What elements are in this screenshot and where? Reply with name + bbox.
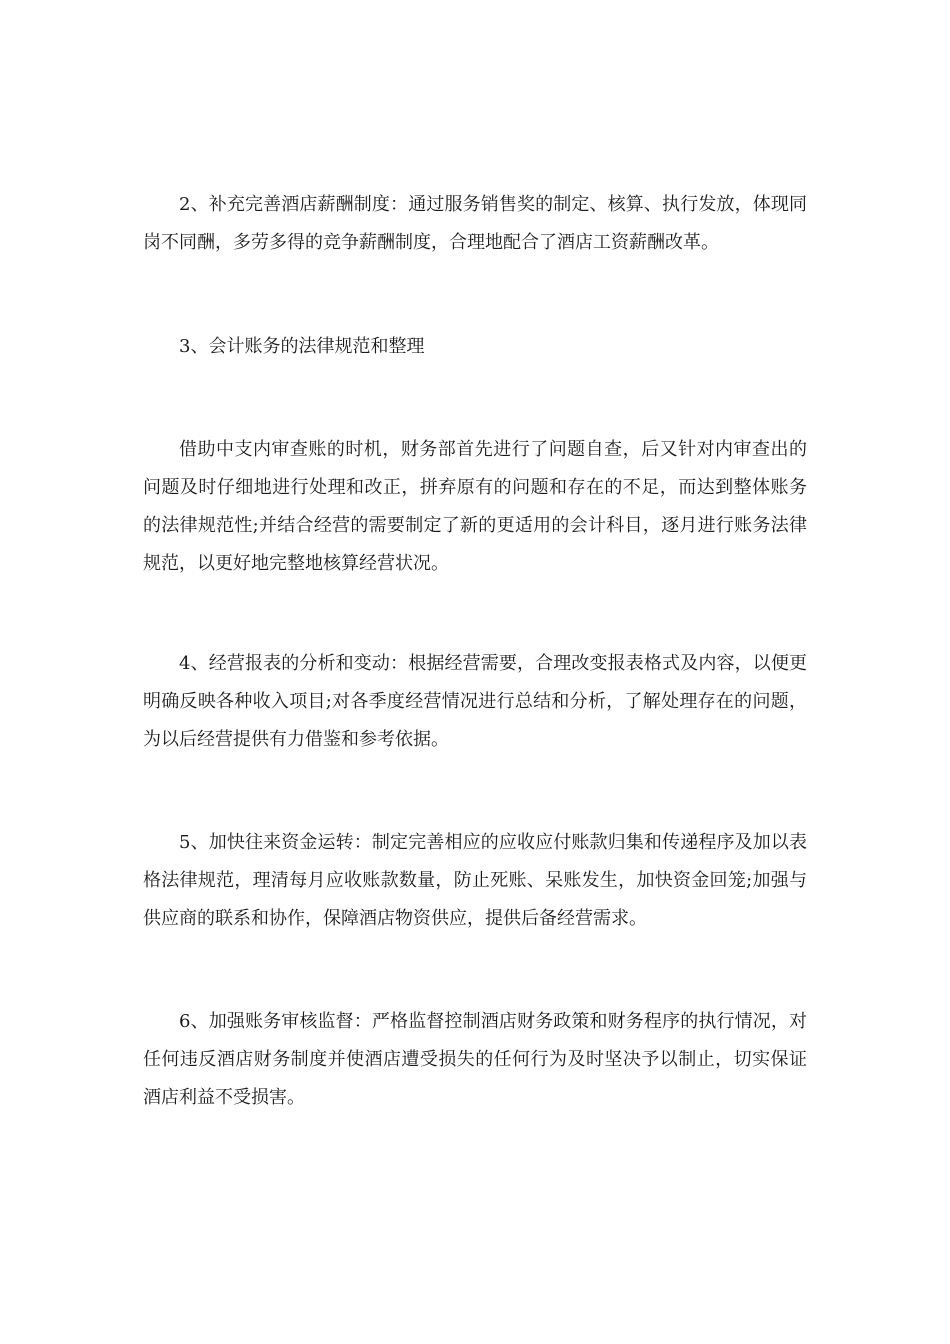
paragraph-report-analysis: 4、经营报表的分析和变动：根据经营需要，合理改变报表格式及内容，以便更明确反映各种收入项目;对各季度经营情况进行总结和分析，了解处理存在的问题，为以后经营提供有力借鉴和参考依据。 <box>143 653 807 750</box>
paragraph-accounting-heading: 3、会计账务的法律规范和整理 <box>179 336 425 357</box>
paragraph-audit-supervision: 6、加强账务审核监督：严格监督控制酒店财务政策和财务程序的执行情况，对任何违反酒店财务制度并使酒店遭受损失的任何行为及时坚决予以制止，切实保证酒店利益不受损害。 <box>143 1011 807 1108</box>
paragraph-salary-system: 2、补充完善酒店薪酬制度：通过服务销售奖的制定、核算、执行发放，体现同岗不同酬，多劳多得的竞争薪酬制度，合理地配合了酒店工资薪酬改革。 <box>143 194 807 253</box>
paragraph-fund-turnover: 5、加快往来资金运转：制定完善相应的应收应付账款归集和传递程序及加以表格法律规范，理清每月应收账款数量，防止死账、呆账发生，加快资金回笼;加强与供应商的联系和协作，保障酒店物资供应，提供后备经营需求。 <box>143 832 807 929</box>
paragraph-audit-review: 借助中支内审查账的时机，财务部首先进行了问题自查，后又针对内审查出的问题及时仔细地进行处理和改正，拼弃原有的问题和存在的不足，而达到整体账务的法律规范性;并结合经营的需要制定了新的更适用的会计科目，逐月进行账务法律规范，以更好地完整地核算经营状况。 <box>143 439 807 574</box>
